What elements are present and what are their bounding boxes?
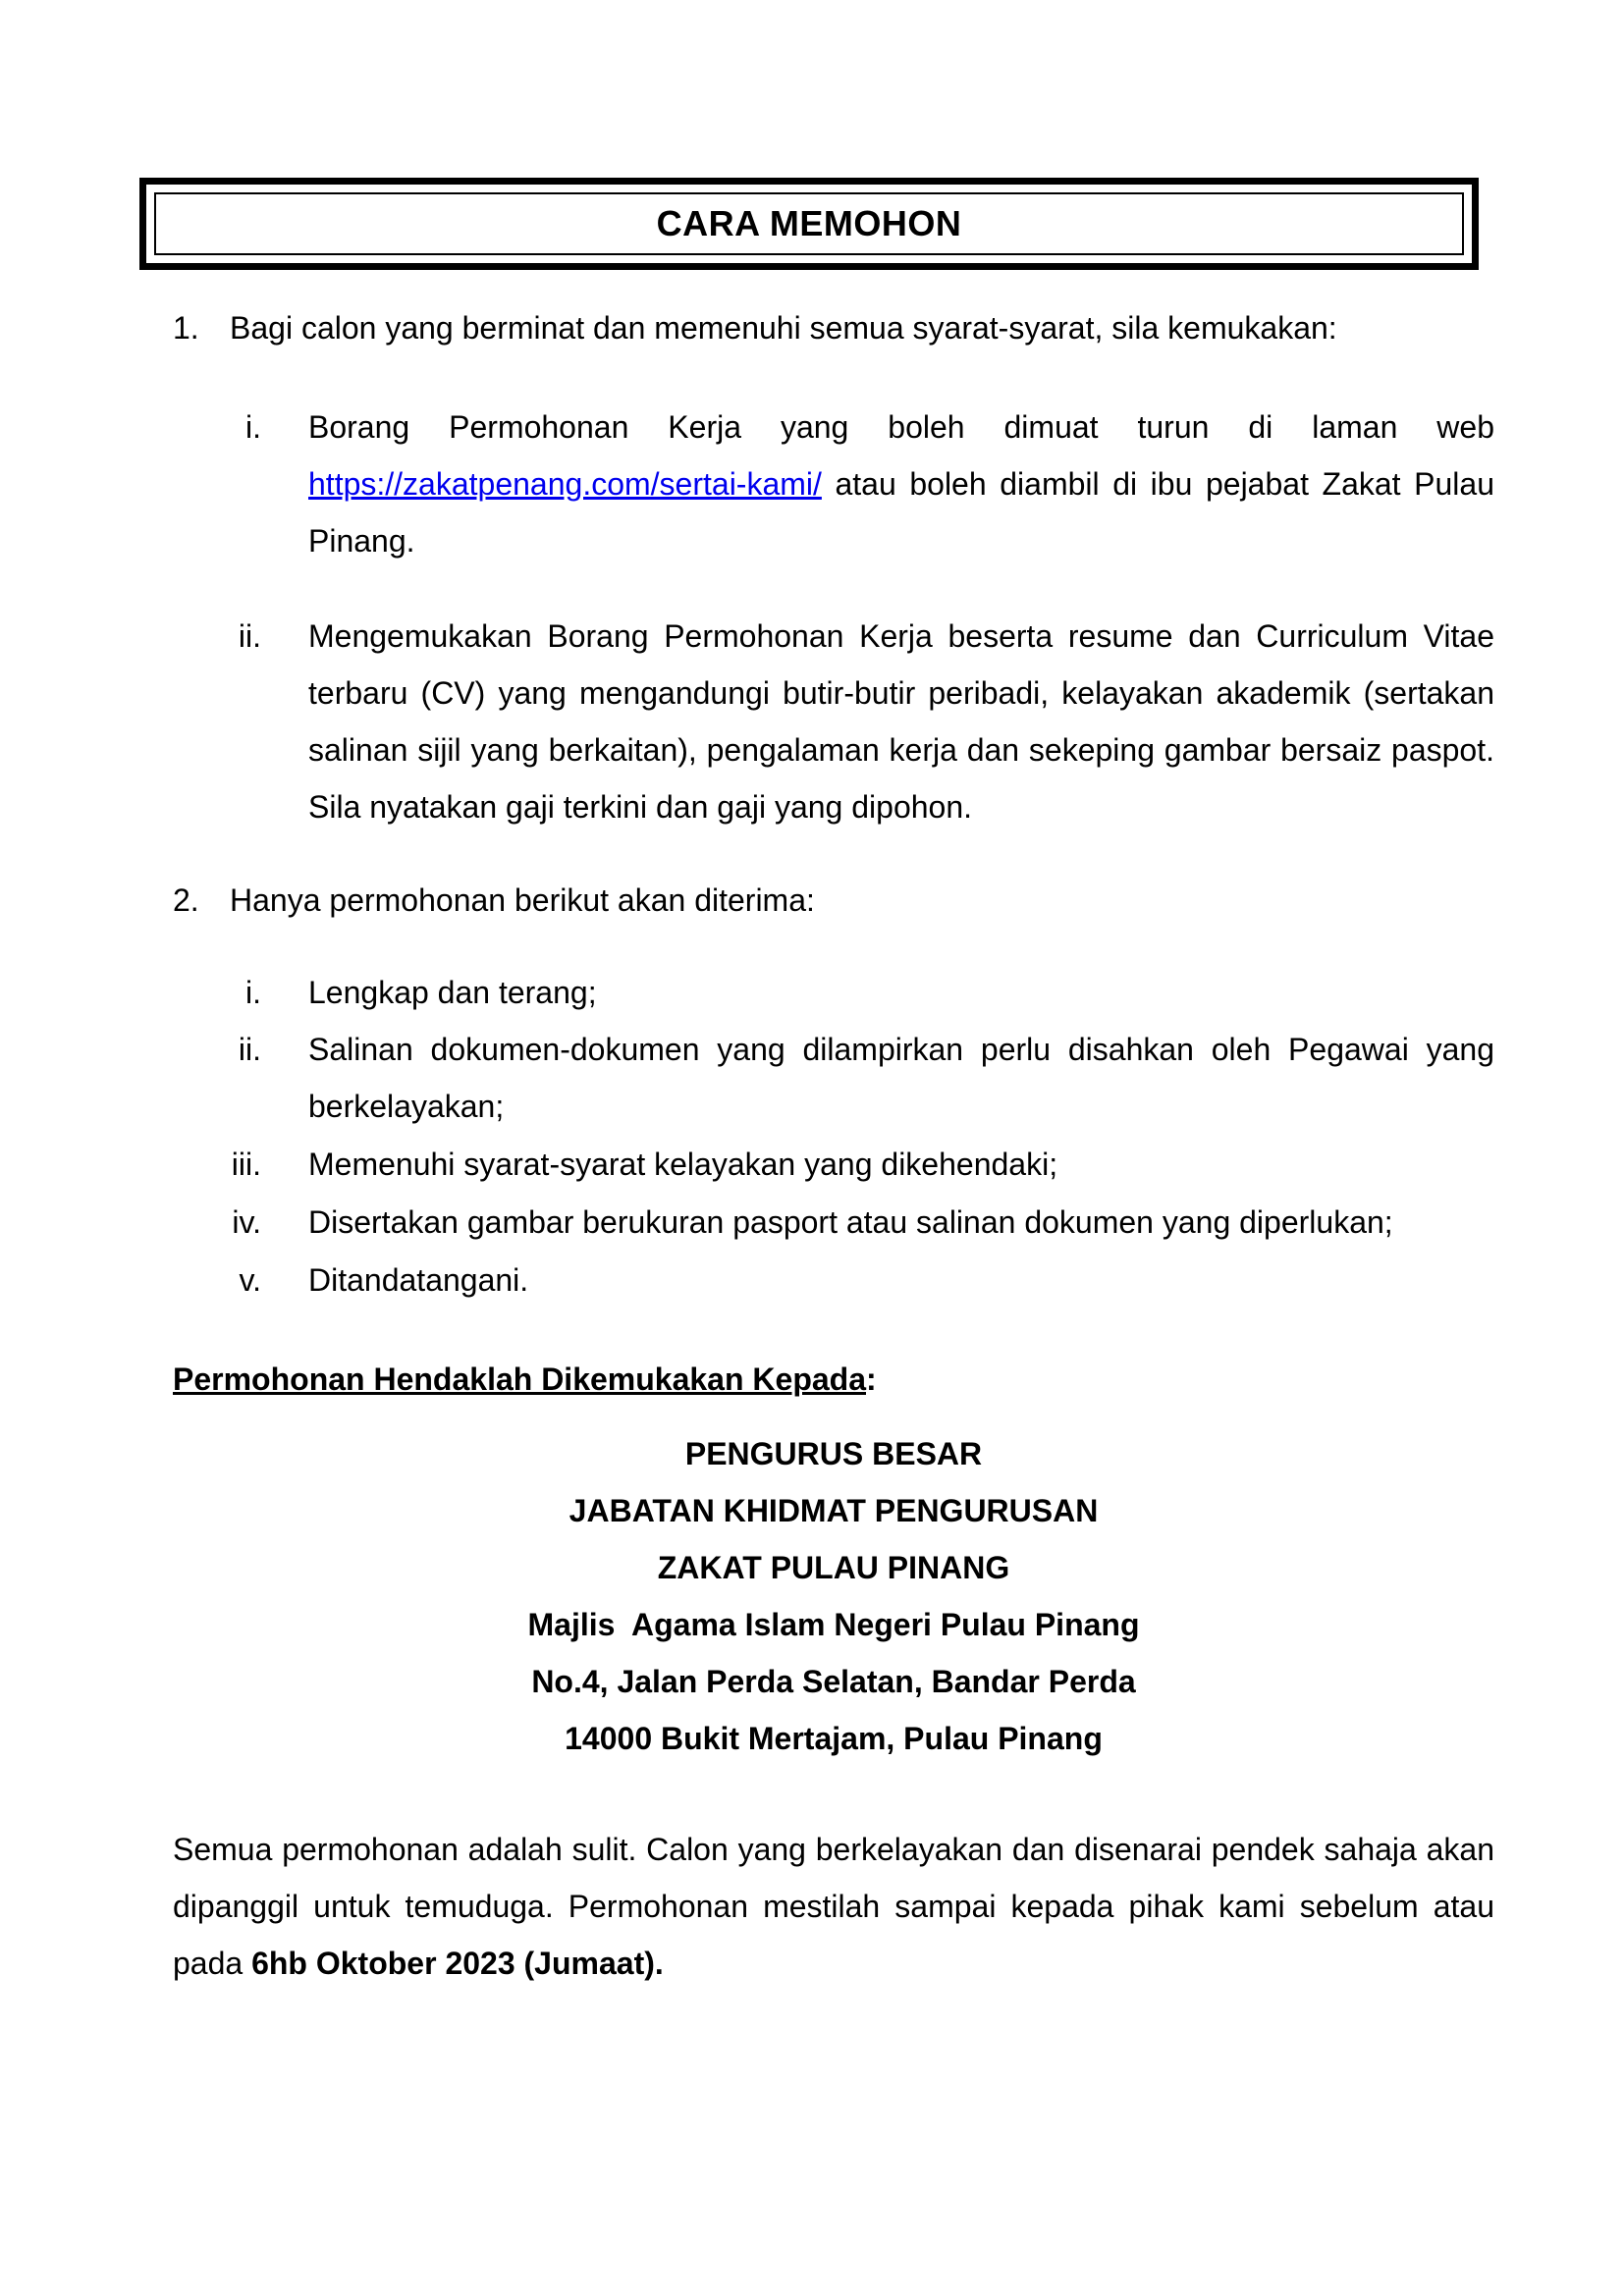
section-2-item-2: Salinan dokumen-dokumen yang dilampirkan perlu disahkan oleh Pegawai yang berkelayakan;	[308, 1032, 1494, 1124]
title-box	[139, 178, 1479, 270]
section-1-intro: Bagi calon yang berminat dan memenuhi semua syarat-syarat, sila kemukakan:	[230, 310, 1337, 346]
submission-heading-text: Permohonan Hendaklah Dikemukakan Kepada	[173, 1362, 866, 1397]
section-2-item-1-marker: i.	[245, 975, 261, 1010]
deadline-date: 6hb Oktober 2023 (Jumaat).	[251, 1946, 664, 1981]
address-line-5: No.4, Jalan Perda Selatan, Bandar Perda	[531, 1664, 1136, 1699]
section-2-intro: Hanya permohonan berikut akan diterima:	[230, 882, 815, 918]
section-2-item-3: Memenuhi syarat-syarat kelayakan yang dikehendaki;	[308, 1147, 1058, 1182]
section-2-item-5-marker: v.	[239, 1262, 261, 1298]
section-1-item-1-text-after: atau boleh diambil di ibu pejabat Zakat Pulau Pinang.	[308, 466, 1494, 559]
section-2-item-2-marker: ii.	[238, 1032, 261, 1067]
section-1-item-1	[308, 399, 1494, 569]
section-1-item-2: Mengemukakan Borang Permohonan Kerja beserta resume dan Curriculum Vitae terbaru (CV) yang mengandungi butir-butir peribadi, kelayakan akademik (sertakan salinan sijil yang berkaitan), pengalaman kerja dan sekeping gambar bersaiz paspot. Sila nyatakan gaji terkini dan gaji yang dipohon.	[308, 618, 1494, 825]
closing-text: Semua permohonan adalah sulit. Calon yang berkelayakan dan disenarai pendek sahaja akan dipanggil untuk temuduga. Permohonan mestilah sampai kepada pihak kami sebelum atau pada	[173, 1832, 1494, 1981]
page-title: CARA MEMOHON	[656, 203, 962, 243]
section-2-number: 2.	[173, 882, 199, 918]
submission-heading-colon: :	[866, 1362, 877, 1397]
sertai-kami-link[interactable]: https://zakatpenang.com/sertai-kami/	[308, 466, 822, 502]
section-2-item-4-marker: iv.	[232, 1204, 261, 1240]
title-inner-frame	[154, 192, 1464, 255]
closing-paragraph	[173, 1821, 1494, 1992]
address-block	[173, 1425, 1494, 1767]
section-2-item-1: Lengkap dan terang;	[308, 975, 597, 1010]
address-line-2: JABATAN KHIDMAT PENGURUSAN	[568, 1493, 1099, 1528]
section-2-item-3-marker: iii.	[231, 1147, 261, 1182]
submission-heading	[173, 1351, 877, 1408]
section-1-item-2-marker: ii.	[238, 618, 261, 654]
address-line-3: ZAKAT PULAU PINANG	[657, 1550, 1010, 1585]
section-2-item-4: Disertakan gambar berukuran pasport atau salinan dokumen yang diperlukan;	[308, 1204, 1393, 1240]
section-2-item-5: Ditandatangani.	[308, 1262, 529, 1298]
section-1-item-1-text-before: Borang Permohonan Kerja yang boleh dimuat turun di laman web	[308, 409, 1494, 445]
section-1-number: 1.	[173, 310, 199, 346]
address-line-6: 14000 Bukit Mertajam, Pulau Pinang	[565, 1721, 1103, 1756]
address-line-1: PENGURUS BESAR	[684, 1436, 983, 1471]
address-line-4: Majlis Agama Islam Negeri Pulau Pinang	[527, 1607, 1140, 1642]
section-1-item-1-marker: i.	[245, 409, 261, 445]
